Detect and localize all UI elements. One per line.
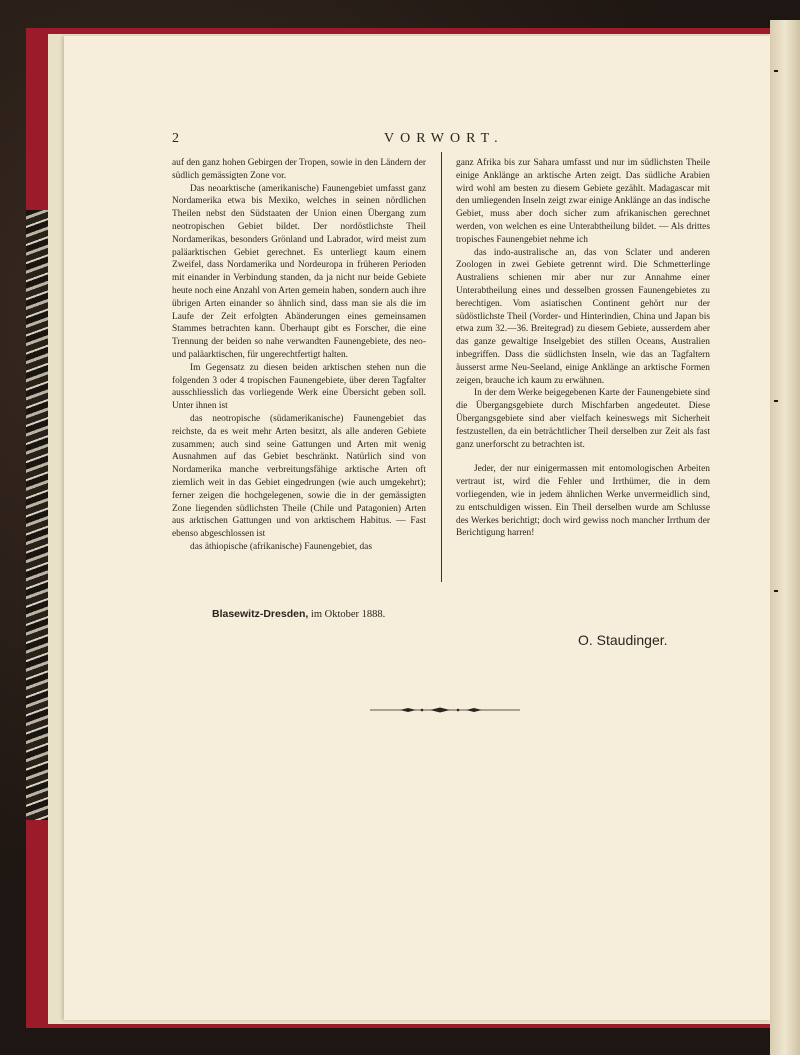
ornament-divider-icon	[370, 706, 520, 714]
paragraph: Jeder, der nur einigermassen mit entomologischen Arbeiten vertraut ist, wird die Fehler und Irrthümer, die in dem vorliegenden, wie in jedem ähnlichen Werke unvermeidlich sind, zu entschuldigen wissen. Ein Theil derselben wurde am Schlusse des Werkes berichtigt; doch wird gewiss noch mancher Irrthum der Berichtigung harren!	[456, 464, 710, 539]
page-number: 2	[172, 131, 179, 146]
edge-mark	[774, 400, 778, 402]
date: im Oktober 1888.	[310, 609, 386, 620]
signature: O. Staudinger.	[578, 632, 668, 648]
edge-mark	[774, 70, 778, 72]
right-text-column	[456, 157, 710, 540]
paragraph: auf den ganz hohen Gebirgen der Tropen, sowie in den Ländern der südlich gemässigten Zone vor.	[172, 158, 426, 181]
paragraph: In der dem Werke beigegebenen Karte der Faunengebiete sind die Übergangsgebiete durch Mischfarben angedeutet. Diese Übergangsgebiete sind aber vielfach keineswegs mit Sicherheit festzustellen, da ein beträchtlicher Theil derselben zur Zeit als fast ganz unerforscht zu betrachten ist.	[456, 388, 710, 450]
left-text-column	[172, 157, 426, 554]
paragraph: Das neoarktische (amerikanische) Faunengebiet umfasst ganz Nordamerika etwa bis Mexiko, welches in seinen nördlichen Theilen nebst den Südstaaten der Union einen Übergang zum neotropischen Gebiet bildet. Der nordöstlichste Theil Nordamerikas, besonders Grönland und Labrador, wird meist zum paläarktischen Gebiet gerechnet. Es unterliegt kaum einem Zweifel, dass Nordamerika und Nordeuropa in früheren Perioden mit einander in Verbindung standen, da ja nicht nur beide Gebiete heute noch eine Anzahl von Arten gemein haben, sondern auch ihre übrigen Arten einander so ähnlich sind, dass man sie als die im Laufe der Zeit erfolgten Abänderungen eines gemeinsamen Stammes betrachten kann. Überhaupt gibt es Forscher, die eine Trennung der beiden so nahe verwandten Faunengebiete, des neo- und paläarktischen, für ungerechtfertigt halten.	[172, 183, 426, 360]
edge-mark	[774, 590, 778, 592]
place-date-line	[212, 608, 385, 620]
paragraph: das äthiopische (afrikanische) Faunengebiet, das	[190, 541, 372, 552]
paragraph: das indo-australische an, das von Sclater und anderen Zoologen in zwei Gebiete getrennt wird. Die Schmetterlinge Australiens schienen mir aber nur zur Annahme einer Unterabtheilung eines und desselben grossen Faunengebietes zu berechtigen. Vom asiatischen Continent gehört nur der südöstlichste Theil (Vorder- und Hinterindien, China und Japan bis etwa zum 32.—36. Breitegrad) zu diesem Gebiete, ausserdem aber das ganze gewaltige Inselgebiet des stillen Oceans, Australien inbegriffen. Dass die südlichsten Inseln, wie das an Tagfaltern äusserst arme Neu-Seeland, einige Anklänge an arktische Formen zeigen, brauche ich kaum zu erwähnen.	[456, 247, 710, 386]
running-head: VORWORT.	[384, 131, 504, 146]
column-divider	[441, 152, 442, 582]
paragraph: Im Gegensatz zu diesen beiden arktischen stehen nun die folgenden 3 oder 4 tropischen Faunengebiete, über deren Tagfalter ausschliesslich das vorliegende Werk eine Übersicht geben soll. Unter ihnen ist	[172, 362, 426, 412]
page-edges	[770, 20, 800, 1055]
paragraph: ganz Afrika bis zur Sahara umfasst und nur im südlichsten Theile einige Anklänge an arktische Arten zeigt. Das südliche Arabien wird wohl am besten zu diesem Gebiete gezählt. Madagascar mit den umliegenden Inseln zeigt zwar einige Anklänge an das indische Gebiet, muss aber doch sicher zum afrikanischen gerechnet werden, von welchen es eine Unterabtheilung bildet. — Als drittes tropisches Faunengebiet nehme ich	[456, 158, 710, 245]
place: Blasewitz-Dresden,	[212, 608, 309, 620]
paragraph: das neotropische (südamerikanische) Faunengebiet das reichste, da es weit mehr Arten besitzt, als alle anderen Gebiete zusammen; auch sind seine Gattungen und Arten mit wenig Ausnahmen auf das Gebiet beschränkt. Natürlich sind von Nordamerika manche verbreitungsfähige arktische Arten oft ziemlich weit in das Gebiet eingedrungen (wie auch umgekehrt); ferner zeigen die hochgelegenen, sowie die in der gemässigten Zone liegenden südlichsten Theile (Chile und Patagonien) Arten aus arktischen Gattungen und von arktischem Habitus. — Fast ebenso abgeschlossen ist	[172, 413, 426, 540]
